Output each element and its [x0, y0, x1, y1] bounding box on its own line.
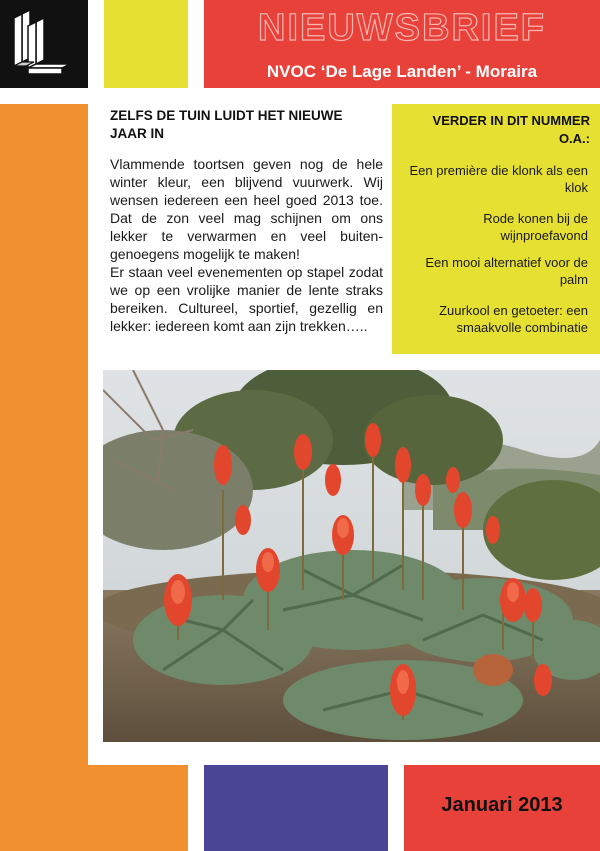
article-body — [110, 155, 383, 335]
sidebar-item: Een première die klonk als een klok — [409, 163, 588, 195]
aloe-garden-image — [103, 370, 600, 742]
ll-logo-icon — [0, 0, 88, 88]
issue-date: Januari 2013 — [441, 794, 563, 816]
newsletter-subtitle: NVOC ‘De Lage Landen’ - Moraira — [266, 62, 538, 81]
newsletter-title: NIEUWSBRIEF — [258, 7, 546, 49]
garden-photo — [103, 370, 600, 742]
sidebar-item: Rode konen bij de wijnproefavond — [483, 211, 588, 243]
logo — [0, 0, 88, 88]
contents-sidebar — [392, 104, 600, 354]
purple-bottom-block — [204, 765, 388, 851]
orange-side-bar — [0, 104, 88, 851]
sidebar-item: Zuurkool en getoeter: een smaakvolle combinatie — [439, 303, 588, 335]
yellow-header-block — [104, 0, 188, 88]
sidebar-item: Een mooi alternatief voor de palm — [425, 255, 588, 287]
article-title: ZELFS DE TUIN LUIDT HET NIEUWE JAAR IN — [110, 108, 343, 141]
article-paragraph: Er staan veel evenementen op stapel zodat we op een vrolijke manier de lente straks bereiken. Cultureel, sportief, gezellig en lekker: iedereen komt aan zijn trekken….. — [110, 264, 383, 334]
orange-bottom-block — [0, 765, 188, 851]
sidebar-heading: VERDER IN DIT NUMMER O.A.: — [432, 113, 590, 146]
article-paragraph: Vlammende toortsen geven nog de hele winter kleur, een blijvend vuurwerk. Wij wensen iedereen een heel goed 2013 toe. Dat de zon veel mag schijnen om ons lekker te verwarmen en veel buiten-genoegens mogelijk te maken! — [110, 156, 383, 262]
